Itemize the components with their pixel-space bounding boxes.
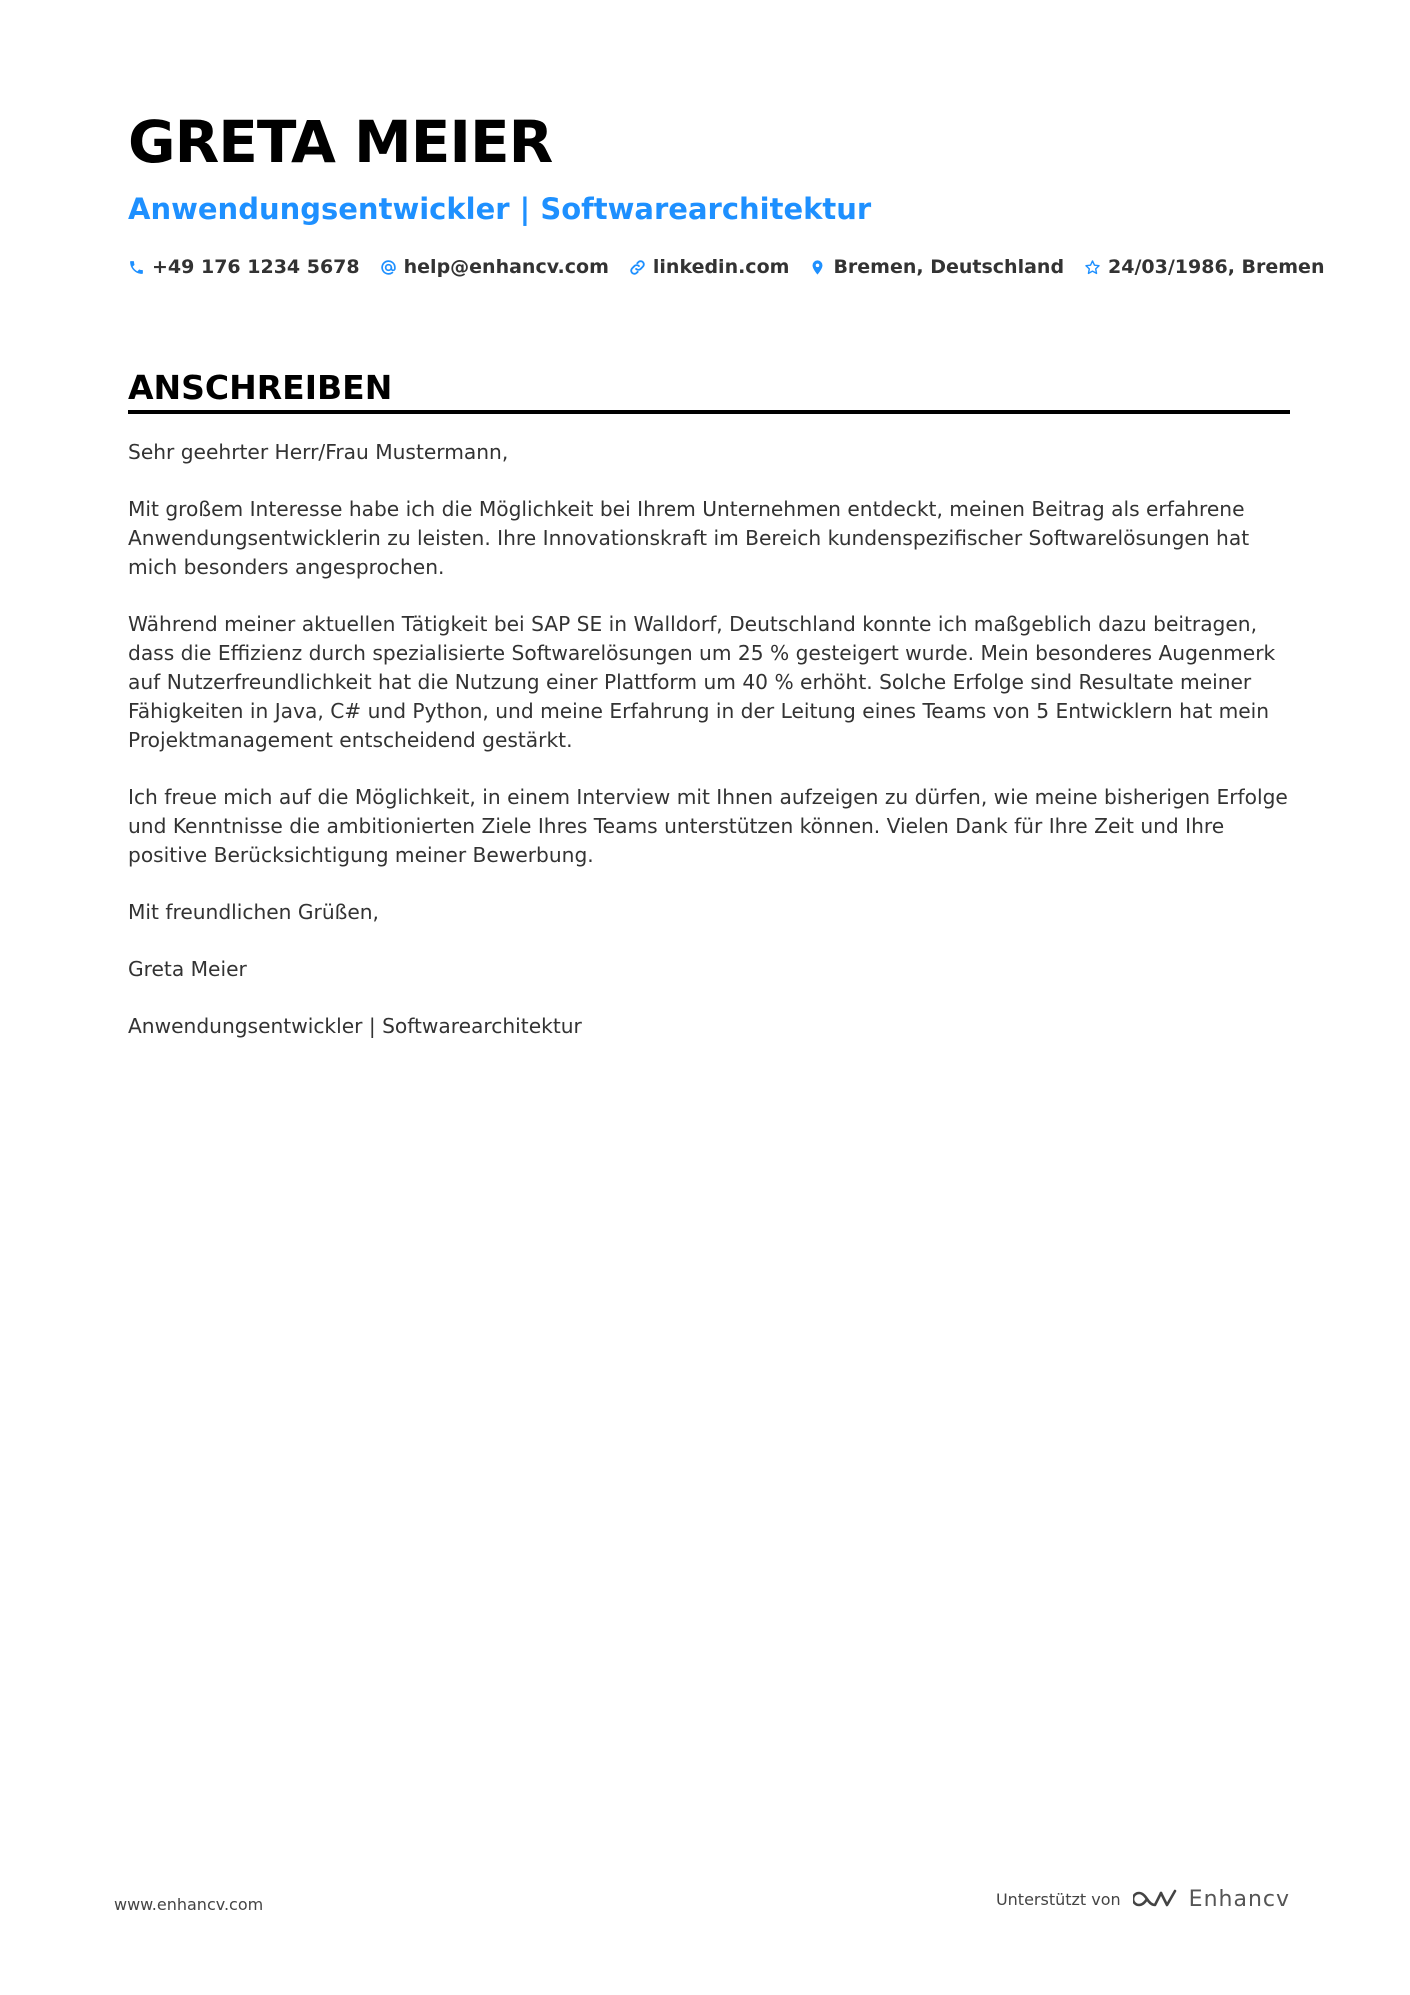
contact-birth-text: 24/03/1986, Bremen — [1108, 256, 1325, 278]
phone-icon — [128, 259, 145, 276]
enhancv-brand-text: Enhancv — [1188, 1886, 1290, 1912]
contact-location-text: Bremen, Deutschland — [833, 256, 1065, 278]
link-icon — [629, 259, 646, 276]
letter-paragraph: Während meiner aktuellen Tätigkeit bei SAP SE in Walldorf, Deutschland konnte ich maßgeblich dazu beitragen, dass die Effizienz durch spezialisierte Softwarelösungen um 25 % gesteigert wurde. Mein besonderes Augenmerk auf Nutzerfreundlichkeit hat die Nutzung einer Plattform um 40 % erhöht. Solche Erfolge sind Resultate meiner Fähigkeiten in Java, C# und Python, und meine Erfahrung in der Leitung eines Teams von 5 Entwicklern hat mein Projektmanagement entscheidend gestärkt. — [128, 612, 1276, 752]
applicant-name: GRETA MEIER — [128, 108, 553, 176]
contact-linkedin-text: linkedin.com — [652, 256, 790, 278]
section-title: ANSCHREIBEN — [128, 368, 393, 407]
letter-salutation: Sehr geehrter Herr/Frau Mustermann, — [128, 440, 509, 464]
letter-paragraph: Mit großem Interesse habe ich die Möglichkeit bei Ihrem Unternehmen entdeckt, meinen Beitrag als erfahrene Anwendungsentwicklerin zu leisten. Ihre Innovationskraft im Bereich kundenspezifischer Softwarelösungen hat mich besonders angesprochen. — [128, 497, 1250, 579]
contact-phone — [128, 256, 360, 278]
at-icon — [380, 259, 397, 276]
footer-website-link[interactable]: www.enhancv.com — [114, 1895, 264, 1914]
powered-by-label: Unterstützt von — [995, 1889, 1121, 1909]
letter-closing: Mit freundlichen Grüßen, — [128, 900, 379, 924]
letter-body — [128, 438, 1290, 1069]
section-divider — [128, 410, 1290, 414]
footer-powered-by[interactable] — [996, 1886, 1290, 1912]
letter-paragraph: Ich freue mich auf die Möglichkeit, in einem Interview mit Ihnen aufzeigen zu dürfen, wie meine bisherigen Erfolge und Kenntnisse die ambitionierten Ziele Ihres Teams unterstützen können. Vielen Dank für Ihre Zeit und Ihre positive Berücksichtigung meiner Bewerbung. — [128, 785, 1288, 867]
contact-email[interactable] — [380, 256, 609, 278]
contact-bar — [128, 256, 1344, 278]
enhancv-logo-icon — [1133, 1886, 1179, 1912]
applicant-headline: Anwendungsentwickler | Softwarearchitektur — [128, 192, 872, 226]
enhancv-logo — [1133, 1886, 1290, 1912]
contact-birth — [1084, 256, 1324, 278]
contact-linkedin[interactable] — [629, 256, 790, 278]
star-icon — [1084, 259, 1101, 276]
signature-name: Greta Meier — [128, 957, 247, 981]
contact-email-text: help@enhancv.com — [403, 256, 609, 278]
contact-location — [809, 256, 1064, 278]
contact-phone-text: +49 176 1234 5678 — [152, 256, 360, 278]
signature-title: Anwendungsentwickler | Softwarearchitektur — [128, 1014, 582, 1038]
location-pin-icon — [809, 259, 826, 276]
